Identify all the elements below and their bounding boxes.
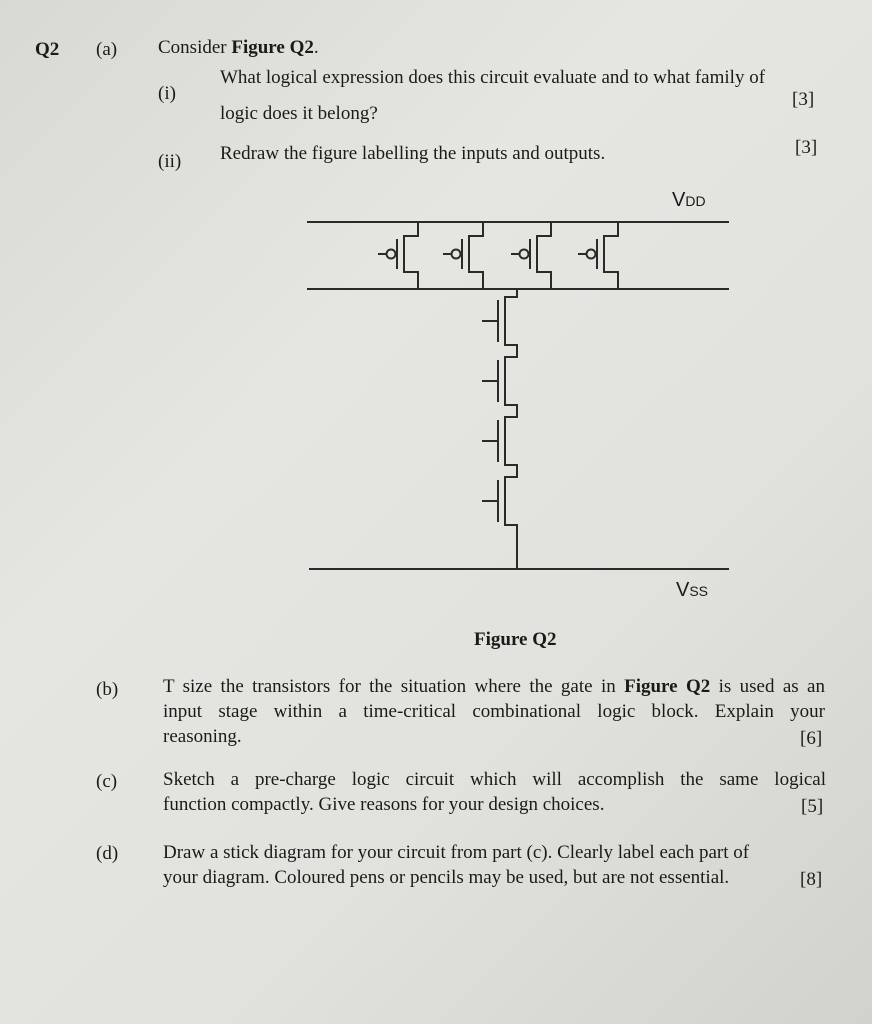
vdd-main: V [672, 189, 686, 211]
sub-i-label: (i) [158, 83, 176, 104]
pmos-bubble [520, 250, 529, 259]
question-number: Q2 [35, 39, 60, 60]
pmos-bubble [587, 250, 596, 259]
part-d-label: (d) [96, 843, 119, 864]
part-b-line1-suffix: is used as an [710, 676, 825, 697]
vdd-sub: DD [685, 193, 706, 209]
figure-caption: Figure Q2 [474, 629, 557, 650]
part-a-intro-prefix: Consider [158, 37, 232, 58]
part-c-label: (c) [96, 771, 118, 792]
part-b-marks: [6] [800, 728, 823, 749]
sub-ii-marks: [3] [795, 137, 818, 158]
nmos-stack [505, 289, 517, 569]
part-b-figure-ref: Figure Q2 [624, 676, 711, 697]
part-c-line2: function compactly. Give reasons for your design choices. [163, 794, 605, 815]
part-c-line1: Sketch a pre-charge logic circuit which will accomplish the same logical [163, 769, 826, 790]
sub-ii-text: Redraw the figure labelling the inputs and outputs. [220, 143, 606, 164]
part-b-line3: reasoning. [163, 726, 242, 747]
part-d-line1: Draw a stick diagram for your circuit from part (c). Clearly label each part of [163, 842, 750, 863]
pmos-channel [469, 222, 483, 289]
sub-ii-label: (ii) [158, 151, 182, 172]
part-a-figure-ref: Figure Q2 [231, 37, 314, 58]
pmos-channel [537, 222, 551, 289]
part-b-label: (b) [96, 679, 119, 700]
pmos-channel [604, 222, 618, 289]
sub-i-marks: [3] [792, 89, 815, 110]
part-b-line1 [163, 675, 825, 699]
pmos-bubble [387, 250, 396, 259]
sub-i-line2: logic does it belong? [220, 103, 378, 124]
pmos-channel [404, 222, 418, 289]
pmos-bubble [452, 250, 461, 259]
sub-i-line1: What logical expression does this circuit evaluate and to what family of [220, 67, 766, 88]
part-a-label: (a) [96, 39, 118, 60]
part-c-marks: [5] [801, 796, 824, 817]
part-d-marks: [8] [800, 869, 823, 890]
part-d-line2: your diagram. Coloured pens or pencils may be used, but are not essential. [163, 867, 730, 888]
part-b-line2: input stage within a time-critical combinational logic block. Explain your [163, 701, 825, 722]
vss-main: V [676, 579, 690, 601]
vss-sub: SS [689, 583, 709, 599]
part-a-intro-suffix: . [313, 37, 319, 58]
part-b-line1-prefix: T size the transistors for the situation where the gate in [163, 676, 625, 697]
